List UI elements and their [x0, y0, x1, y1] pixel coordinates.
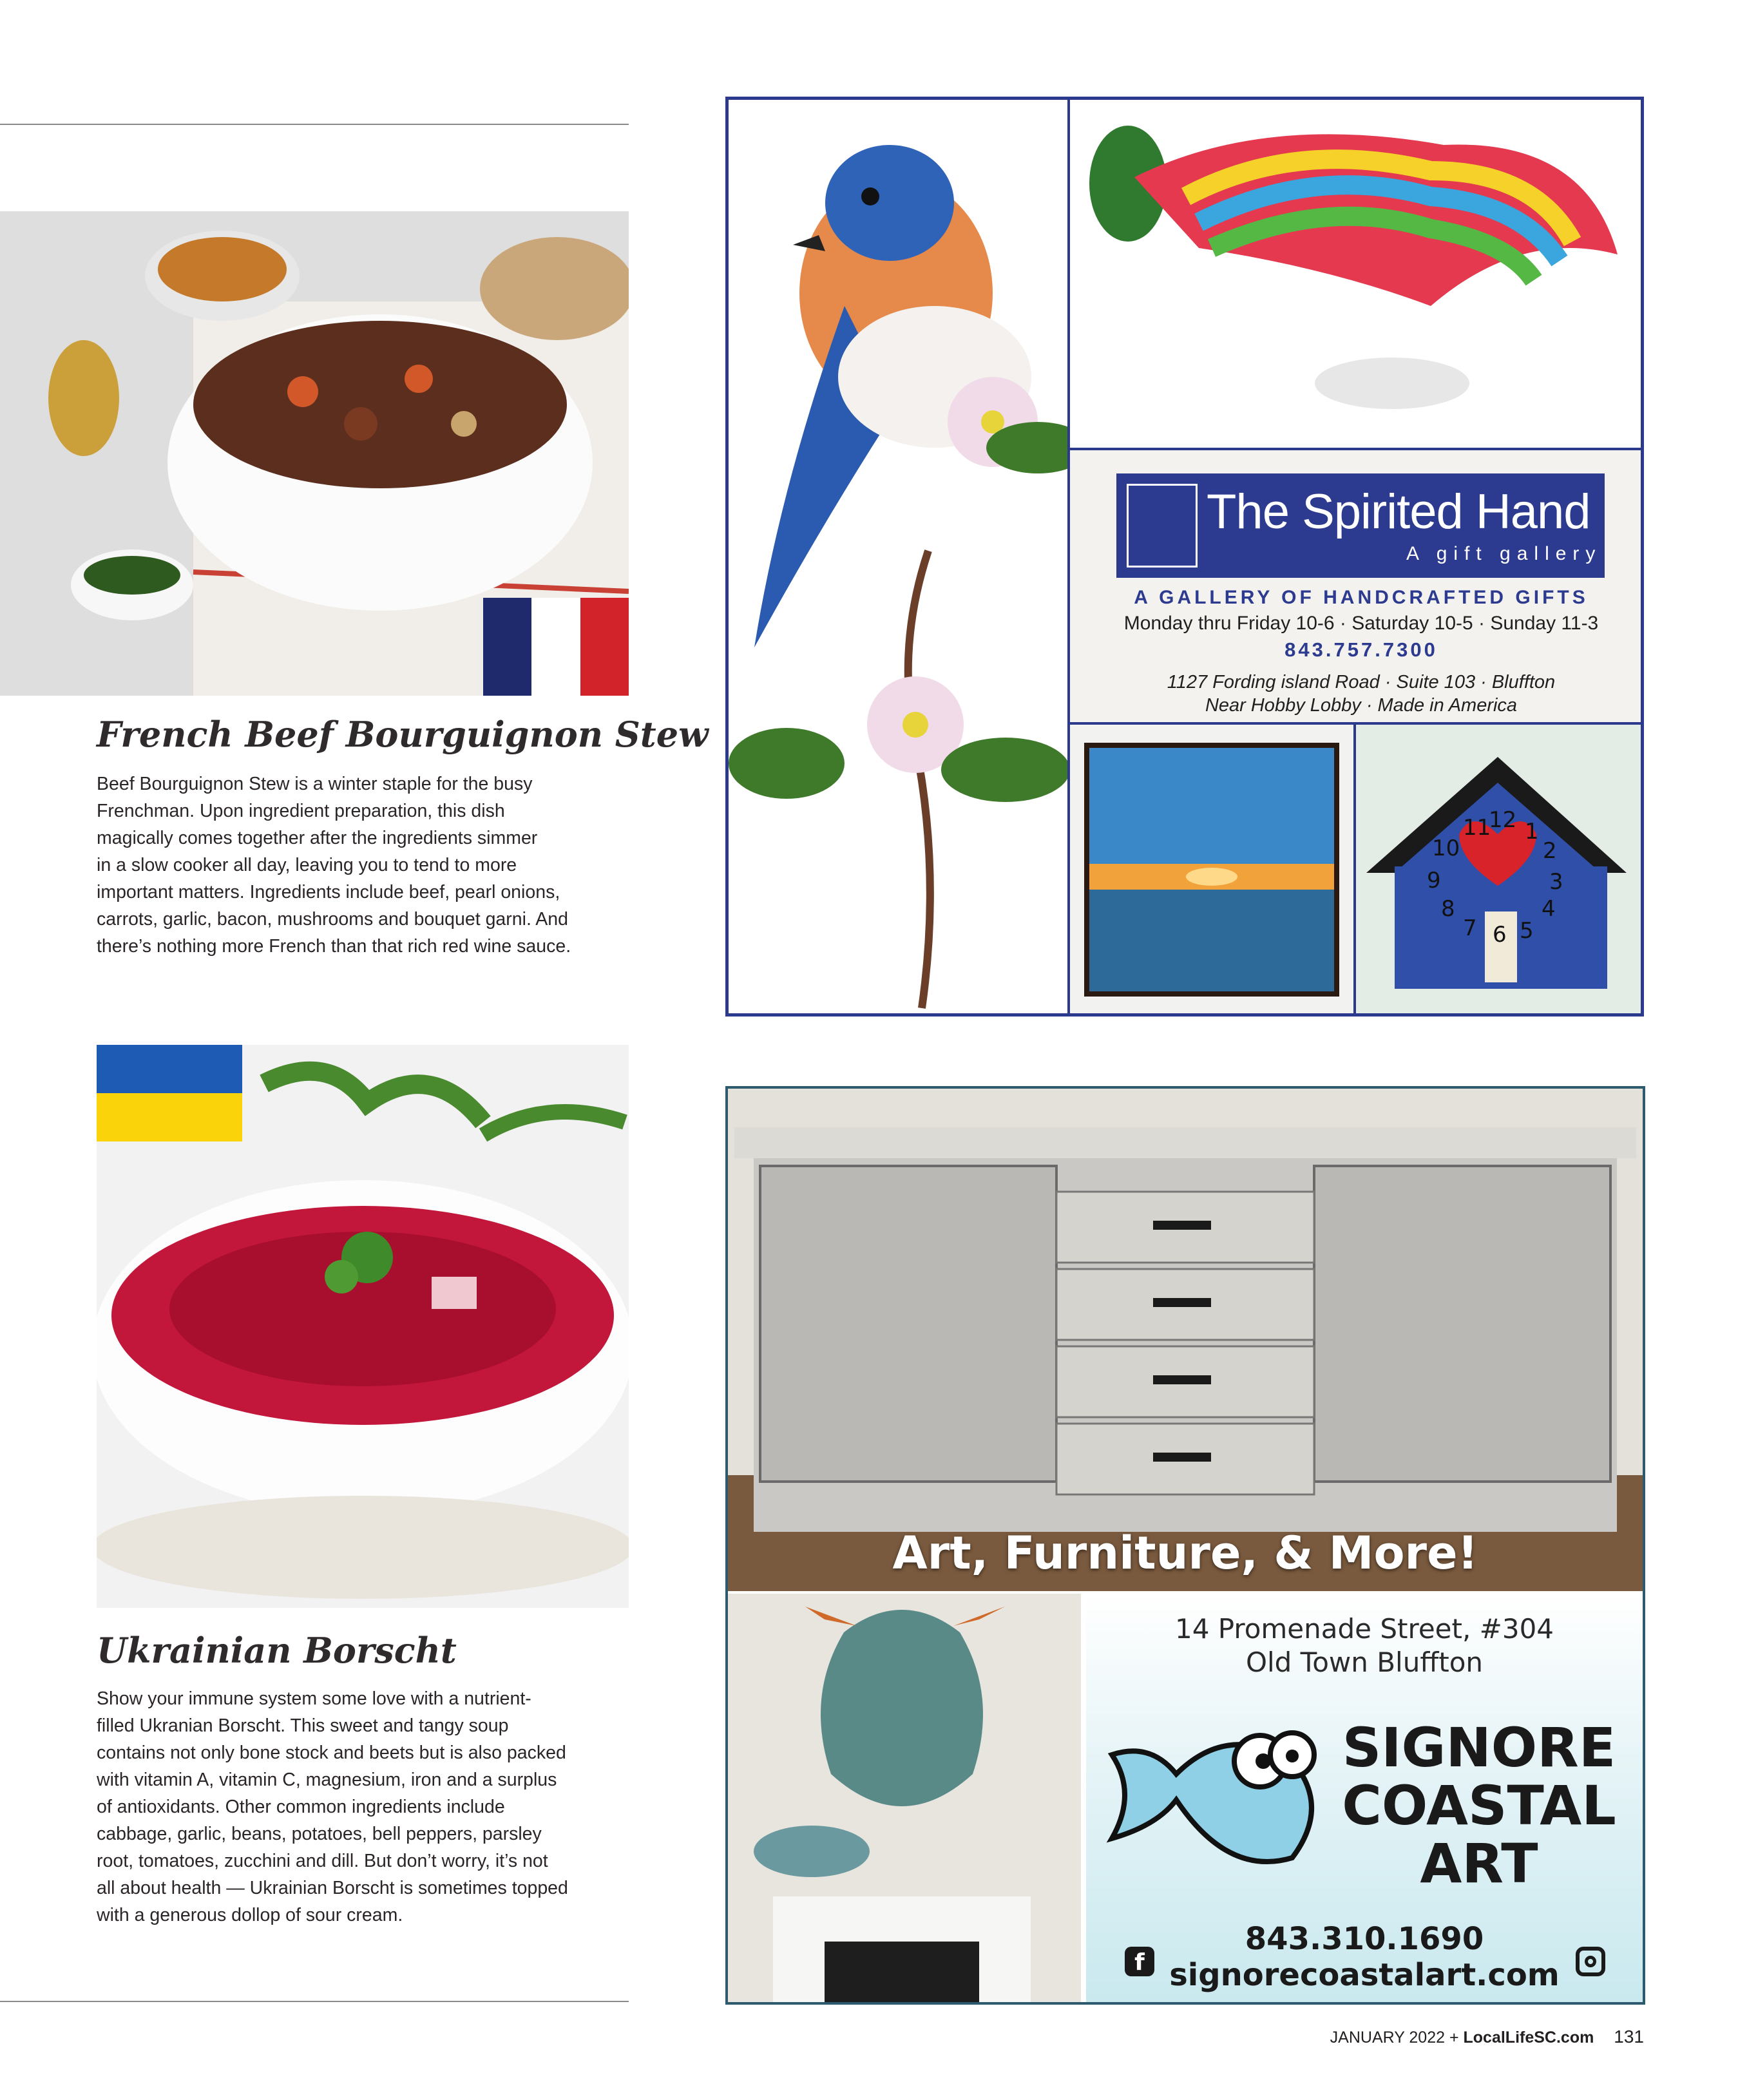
- address-line-1: 14 Promenade Street, #304: [1174, 1613, 1554, 1645]
- gallery-heading: A GALLERY OF HANDCRAFTED GIFTS: [1134, 587, 1589, 608]
- borscht-photo: [97, 1045, 629, 1608]
- clock-number: 6: [1493, 922, 1507, 948]
- facebook-icon[interactable]: f: [1125, 1947, 1154, 1976]
- page-number: 131: [1614, 2027, 1644, 2047]
- borscht-line: all about health — Ukrainian Borscht is sometimes topped: [97, 1878, 568, 1898]
- borscht-body: [97, 1685, 612, 1929]
- instagram-icon[interactable]: [1576, 1947, 1605, 1976]
- store-phone[interactable]: 843.757.7300: [1284, 638, 1438, 661]
- flag-blue: [483, 598, 531, 696]
- clock-number: 11: [1463, 815, 1491, 841]
- stew-line: there’s nothing more French than that rich red wine sauce.: [97, 936, 571, 957]
- clock-number: 4: [1542, 896, 1556, 922]
- top-rule: [0, 124, 629, 125]
- store-note: Near Hobby Lobby · Made in America: [1205, 695, 1518, 716]
- borscht-line: with a generous dollop of sour cream.: [97, 1905, 403, 1925]
- clock-number: 12: [1489, 807, 1517, 833]
- borscht-line: root, tomatoes, zucchini and dill. But don’t worry, it’s not: [97, 1851, 548, 1871]
- borscht-line: with vitamin A, vitamin C, magnesium, iron and a surplus: [97, 1770, 557, 1790]
- borscht-line: contains not only bone stock and beets but is also packed: [97, 1742, 566, 1763]
- clock-number: 9: [1427, 868, 1441, 893]
- stew-line: in a slow cooker all day, leaving you to tend to more: [97, 855, 517, 875]
- clock-number: 2: [1543, 838, 1557, 864]
- stew-line: carrots, garlic, bacon, mushrooms and bouquet garni. And: [97, 909, 568, 930]
- glass-bowl-art: [1070, 100, 1643, 448]
- brand-name-line-3: ART: [1420, 1832, 1538, 1895]
- store-tagline: A gift gallery: [1406, 543, 1602, 564]
- store-hours: Monday thru Friday 10-6 · Saturday 10-5 · Sunday 11-3: [1123, 613, 1599, 634]
- logo-mark-icon: [1127, 484, 1198, 568]
- flag-red: [580, 598, 629, 696]
- clock-illustration: [1356, 725, 1643, 1013]
- flag-white: [531, 598, 580, 696]
- fish-logo-icon: [1099, 1703, 1331, 1896]
- borscht-line: Show your immune system some love with a nutrient-: [97, 1688, 531, 1709]
- ukraine-flag: [97, 1045, 242, 1141]
- stew-photo: [0, 211, 629, 696]
- clock-number: 3: [1549, 869, 1563, 895]
- clock-number: 7: [1463, 915, 1477, 941]
- clock-number: 8: [1441, 896, 1455, 922]
- fish-wall-art-photo: [728, 1594, 1081, 2002]
- fish-wall-illustration: [728, 1594, 1081, 2002]
- bottom-rule: [0, 2001, 629, 2002]
- store-name: The Spirited Hand: [1207, 484, 1590, 539]
- bluebird-art: [729, 100, 1067, 1013]
- brand-name-line-2: COASTAL: [1342, 1774, 1616, 1837]
- flag-blue: [97, 1045, 242, 1093]
- signore-phone[interactable]: 843.310.1690: [1245, 1921, 1484, 1957]
- stew-line: Beef Bourguignon Stew is a winter staple for the busy: [97, 774, 533, 794]
- sunset-illustration: [1070, 725, 1353, 1013]
- page-footer: [1330, 2027, 1644, 2047]
- bluebird-illustration: [729, 100, 1067, 1013]
- signore-website[interactable]: signorecoastalart.com: [1169, 1957, 1560, 1993]
- spirited-hand-info: [1070, 450, 1643, 722]
- clock-number: 1: [1525, 819, 1539, 845]
- clock-number: 10: [1432, 835, 1460, 861]
- stew-title: French Beef Bourguignon Stew: [97, 714, 709, 755]
- stew-line: important matters. Ingredients include beef, pearl onions,: [97, 882, 560, 902]
- brand-name-line-1: SIGNORE: [1342, 1716, 1616, 1779]
- stew-line: Frenchman. Upon ingredient preparation, this dish: [97, 801, 505, 821]
- stew-line: magically comes together after the ingredients simmer: [97, 828, 538, 848]
- borscht-title: Ukrainian Borscht: [97, 1630, 457, 1671]
- france-flag: [483, 598, 629, 696]
- borscht-line: of antioxidants. Other common ingredients include: [97, 1797, 505, 1817]
- clock-number: 5: [1520, 918, 1534, 944]
- address-line-2: Old Town Bluffton: [1245, 1647, 1484, 1678]
- sideboard-illustration: [728, 1089, 1643, 1591]
- sunset-painting: [1070, 725, 1353, 1013]
- banner-text: Art, Furniture, & More!: [892, 1527, 1478, 1580]
- signore-coastal-art-ad: [725, 1086, 1645, 2005]
- store-address: 1127 Fording island Road · Suite 103 · Bluffton: [1167, 672, 1556, 692]
- instagram-lens: [1585, 1956, 1596, 1967]
- stew-body: [97, 770, 612, 960]
- birdhouse-clock-art: [1356, 725, 1643, 1013]
- signore-info: [1086, 1594, 1643, 2002]
- glass-bowl-illustration: [1070, 100, 1643, 448]
- spirited-hand-logo: [1116, 473, 1605, 578]
- borscht-line: filled Ukranian Borscht. This sweet and tangy soup: [97, 1715, 509, 1736]
- flag-yellow: [97, 1093, 242, 1141]
- footer-site[interactable]: LocalLifeSC.com: [1463, 2028, 1594, 2047]
- sideboard-photo: [728, 1089, 1643, 1591]
- borscht-line: cabbage, garlic, beans, potatoes, bell peppers, parsley: [97, 1824, 542, 1844]
- footer-date: JANUARY 2022 +: [1330, 2028, 1459, 2047]
- spirited-hand-ad: [725, 97, 1644, 1017]
